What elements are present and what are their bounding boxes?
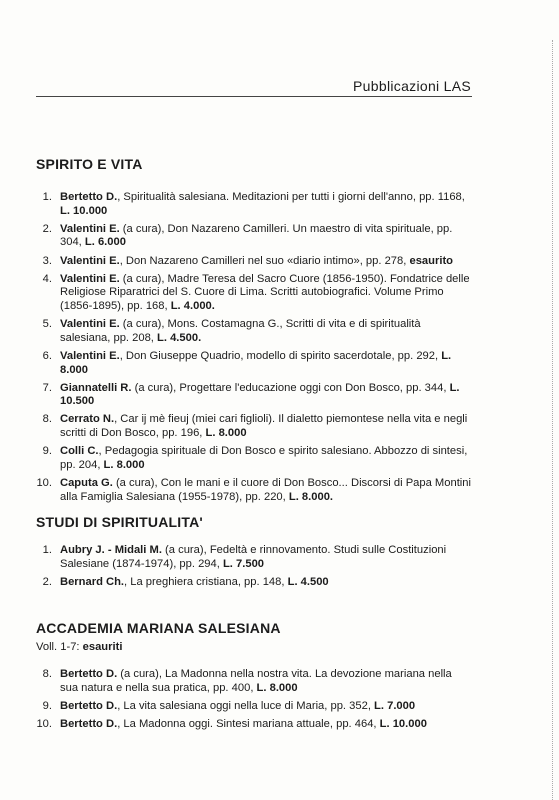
entry-text: (a cura), La Madonna nella nostra vita. La devozione mariana nella sua natura e nella sua pratica, pp. 400,: [60, 668, 452, 694]
entry-text: , Don Nazareno Camilleri nel suo «diario intimo», pp. 278,: [119, 254, 410, 267]
entry-number: 1.: [42, 191, 52, 203]
entry-price: L. 7.000: [374, 699, 416, 712]
entry-price: L. 4.000.: [170, 299, 215, 312]
list-item: [36, 477, 472, 504]
entry-number: 8.: [42, 668, 52, 680]
entry-author: Valentini E.: [60, 349, 120, 362]
entry-number: 9.: [42, 699, 52, 712]
list-item: [36, 350, 472, 377]
entry-text: , La vita salesiana oggi nella luce di Maria, pp. 352,: [117, 699, 375, 712]
entry-number: 3.: [42, 254, 52, 267]
list-item: [36, 382, 472, 409]
list-item: [36, 273, 472, 314]
entry-author: Valentini E.: [60, 318, 120, 331]
entry-number: 10.: [36, 477, 52, 490]
entry-number: 2.: [42, 222, 52, 235]
entry-price: L. 4.500: [287, 575, 329, 588]
section-title-spirito-e-vita: SPIRITO E VITA: [36, 156, 143, 172]
entry-author: Aubry J. - Midali M.: [60, 544, 162, 556]
entry-author: Cerrato N.: [60, 413, 115, 426]
entry-number: 4.: [42, 272, 52, 285]
entry-number: 1.: [42, 544, 52, 556]
entry-price: L. 4.500.: [157, 331, 202, 344]
list-item: [36, 544, 472, 571]
entry-number: 8.: [42, 413, 52, 426]
entry-author: Caputa G.: [60, 477, 113, 490]
entry-author: Bertetto D.: [60, 699, 118, 712]
entry-price: L. 7.500: [222, 557, 265, 570]
entry-list-studi-di-spiritualita: [36, 544, 472, 594]
entry-text: (a cura), Fedeltà e rinnovamento. Studi sulle Costituzioni Salesiane (1874-1974), pp. 294,: [60, 544, 447, 570]
entry-price: L. 8.000: [205, 427, 247, 440]
list-item: [36, 318, 472, 345]
entry-text: (a cura), Madre Teresa del Sacro Cuore (1856-1950). Fondatrice delle Religiose Riparatrici del S. Cuore di Lima. Scritti autobiografici. Volume Primo (1856-1895), pp. 168,: [60, 272, 470, 312]
page-edge: [552, 40, 553, 800]
entry-number: 5.: [42, 318, 52, 331]
entry-text: , Spiritualità salesiana. Meditazioni per tutti i giorni dell'anno, pp. 1168,: [117, 191, 465, 203]
volumes-note: [36, 641, 122, 653]
entry-price: esaurito: [409, 254, 454, 267]
entry-text: , Don Giuseppe Quadrio, modello di spirito sacerdotale, pp. 292,: [119, 349, 442, 362]
volumes-note-label: Voll. 1-7:: [36, 641, 83, 653]
entry-number: 9.: [42, 445, 52, 458]
entry-price: L. 8.000.: [288, 490, 334, 503]
entry-author: Giannatelli R.: [60, 381, 132, 394]
entry-price: L. 10.000: [379, 717, 427, 730]
list-item: [36, 191, 472, 218]
list-item: [36, 700, 472, 714]
section-title-studi-di-spiritualita: STUDI DI SPIRITUALITA': [36, 514, 203, 530]
entry-price: L. 8.000: [256, 681, 298, 694]
list-item: [36, 668, 472, 695]
entry-number: 10.: [36, 717, 52, 730]
header-rule: [36, 96, 472, 97]
entry-author: Valentini E.: [60, 254, 120, 267]
list-item: [36, 223, 472, 250]
entry-author: Bertetto D.: [60, 668, 118, 680]
entry-price: L. 10.000: [60, 204, 108, 217]
entry-price: L. 8.000: [103, 458, 145, 471]
entry-text: , La Madonna oggi. Sintesi mariana attuale, pp. 464,: [117, 717, 380, 730]
entry-text: , Pedagogia spirituale di Don Bosco e spirito salesiano. Abbozzo di sintesi, pp. 204,: [60, 445, 468, 471]
list-item: [36, 445, 472, 472]
entry-number: 6.: [42, 349, 52, 362]
entry-author: Bertetto D.: [60, 191, 118, 203]
entry-text: (a cura), Mons. Costamagna G., Scritti di vita e di spiritualità salesiana, pp. 208,: [60, 318, 421, 344]
entry-price: L. 6.000: [84, 236, 126, 249]
entry-author: Valentini E.: [60, 272, 120, 285]
entry-author: Bernard Ch.: [60, 575, 125, 588]
section-title-accademia-mariana: ACCADEMIA MARIANA SALESIANA: [36, 620, 281, 636]
entry-text: (a cura), Don Nazareno Camilleri. Un maestro di vita spirituale, pp. 304,: [60, 222, 453, 249]
entry-list-accademia-mariana: [36, 668, 472, 736]
running-head: Pubblicazioni LAS: [353, 78, 471, 94]
list-item: [36, 255, 472, 269]
entry-text: (a cura), Progettare l'educazione oggi con Don Bosco, pp. 344,: [131, 381, 450, 394]
entry-author: Colli C.: [60, 445, 99, 458]
entry-text: (a cura), Con le mani e il cuore di Don Bosco... Discorsi di Papa Montini alla Famiglia Salesiana (1955-1978), pp. 220,: [60, 477, 471, 503]
list-item: [36, 413, 472, 440]
entry-number: 7.: [42, 381, 52, 394]
list-item: [36, 718, 472, 732]
entry-text: , La preghiera cristiana, pp. 148,: [124, 575, 288, 588]
entry-price: L. 8.000: [60, 349, 452, 376]
entry-author: Bertetto D.: [60, 717, 118, 730]
entry-author: Valentini E.: [60, 222, 120, 235]
entry-text: , Car ij mè fieuj (miei cari figlioli). Il dialetto piemontese nella vita e negli scritti di Don Bosco, pp. 196,: [60, 413, 468, 440]
entry-number: 2.: [42, 575, 52, 588]
entry-list-spirito-e-vita: [36, 191, 472, 509]
volumes-note-status: esauriti: [82, 641, 123, 653]
entry-price: L. 10.500: [60, 381, 460, 408]
list-item: [36, 576, 472, 590]
